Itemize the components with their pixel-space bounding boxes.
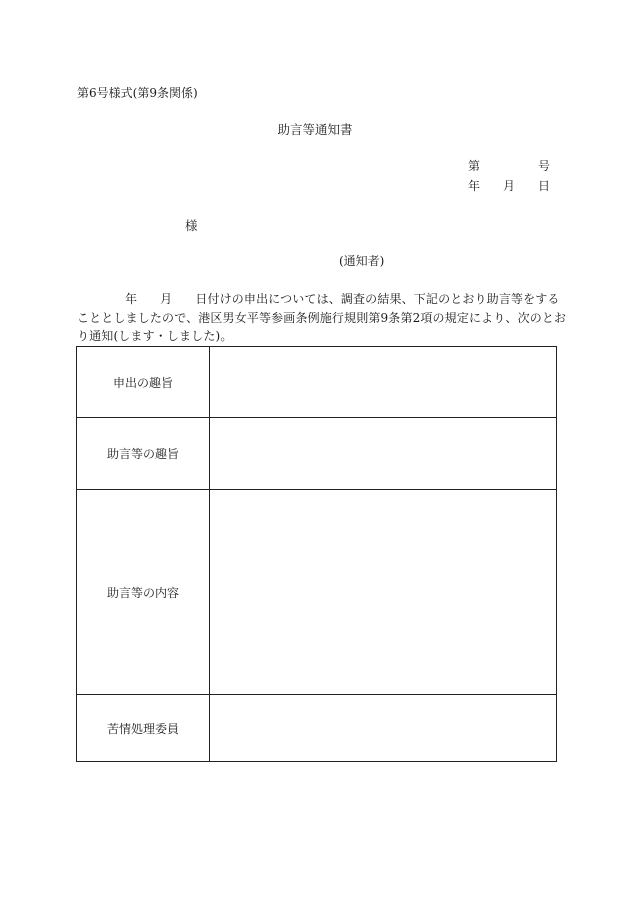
row-label-advice-content: 助言等の内容 <box>77 490 210 695</box>
document-title: 助言等通知書 <box>277 122 353 137</box>
body-line-3: り通知(します・しました)。 <box>77 329 233 343</box>
addressee-honorific: 様 <box>185 218 198 233</box>
date-day: 日 <box>537 179 550 193</box>
row-label-advice-purpose: 助言等の趣旨 <box>77 418 210 490</box>
body-year: 年 <box>125 292 138 306</box>
row-value-advice-purpose <box>210 418 557 490</box>
notifier-label: (通知者) <box>339 254 385 268</box>
issue-date-line <box>468 180 550 192</box>
body-line-1 <box>77 290 560 309</box>
date-month: 月 <box>502 179 515 193</box>
row-value-advice-content <box>210 490 557 695</box>
form-number: 第6号様式(第9条関係) <box>77 86 198 100</box>
number-suffix: 号 <box>537 159 550 173</box>
row-value-complaint-commissioner <box>210 695 557 762</box>
table-row <box>77 418 557 490</box>
row-label-complaint-commissioner: 苦情処理委員 <box>77 695 210 762</box>
table-row <box>77 347 557 418</box>
date-year: 年 <box>468 179 481 193</box>
number-prefix: 第 <box>468 159 481 173</box>
notice-body-text <box>77 290 567 346</box>
row-label-request-purpose: 申出の趣旨 <box>77 347 210 418</box>
notice-content-table <box>76 346 557 762</box>
body-line-2: こととしましたので、港区男女平等参画条例施行規則第9条第2項の規定により、次のとお <box>77 310 567 325</box>
body-line-1-rest: 日付けの申出については、調査の結果、下記のとおり助言等をする <box>195 292 560 306</box>
body-month: 月 <box>160 292 173 306</box>
table-row <box>77 490 557 695</box>
row-value-request-purpose <box>210 347 557 418</box>
table-row <box>77 695 557 762</box>
document-number-line <box>468 160 550 172</box>
